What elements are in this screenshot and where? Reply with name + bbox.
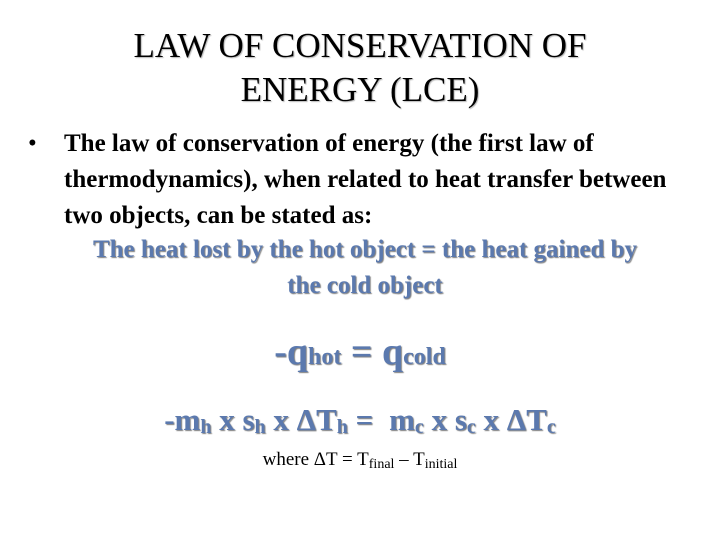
title-line-2: ENERGY (LCE) [240, 70, 480, 109]
q-hot-subscript: hot [307, 344, 342, 370]
s-hot: s [242, 402, 255, 437]
q-cold-subscript: cold [403, 344, 446, 370]
delta-t-hot-subscript: h [336, 416, 348, 438]
m-cold-subscript: c [414, 416, 424, 438]
m-cold: m [389, 402, 415, 437]
law-statement-line-2: the cold object [287, 272, 443, 299]
equals-sign: = [355, 402, 374, 437]
bullet-text: The law of conservation of energy (the first law of thermodynamics), when related to heat transfer between two objects, can be stated as: [64, 130, 667, 229]
final-subscript: final [368, 457, 395, 472]
s-cold: s [454, 402, 467, 437]
times-sign: x [273, 402, 289, 437]
slide-title [0, 24, 720, 112]
specific-heat-equation [0, 398, 720, 449]
q-hot: -q [274, 331, 308, 373]
m-hot: -m [164, 402, 201, 437]
title-line-1: LAW OF CONSERVATION OF [133, 26, 587, 65]
s-cold-subscript: c [466, 416, 476, 438]
law-statement [40, 232, 690, 304]
delta-t-cold: ΔT [506, 402, 547, 437]
bullet-list [28, 126, 698, 234]
times-sign: x [483, 402, 500, 437]
bullet-marker: • [28, 130, 37, 157]
heat-equation [0, 326, 720, 383]
delta-t-definition [0, 446, 720, 479]
where-prefix: where ΔT = T [262, 449, 369, 470]
minus-t: – T [394, 449, 425, 470]
delta-t-cold-subscript: c [546, 416, 556, 438]
times-sign: x [431, 402, 448, 437]
law-statement-line-1: The heat lost by the hot object = the heat gained by [92, 236, 638, 263]
q-cold: q [381, 331, 404, 373]
equals-sign: = [350, 331, 373, 373]
initial-subscript: initial [424, 457, 458, 472]
m-hot-subscript: h [200, 416, 212, 438]
delta-t-hot: ΔT [296, 402, 337, 437]
bullet-item [28, 126, 698, 234]
s-hot-subscript: h [254, 416, 266, 438]
times-sign: x [219, 402, 235, 437]
